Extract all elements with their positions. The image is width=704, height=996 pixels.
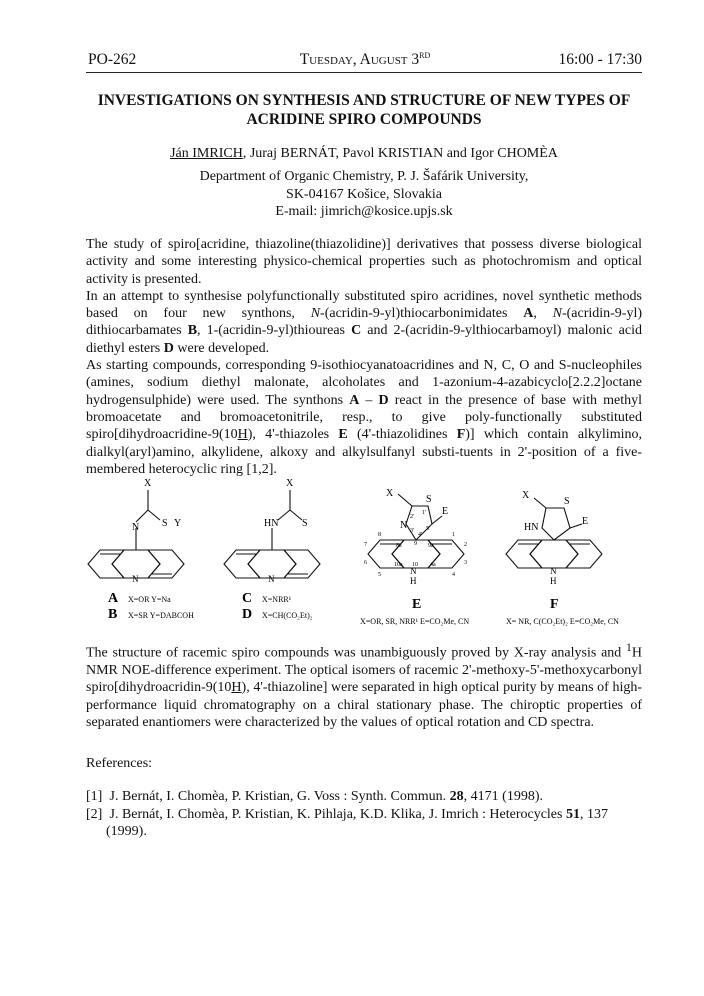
structure-CD bbox=[224, 478, 320, 622]
running-header bbox=[88, 51, 642, 73]
svg-text:3: 3 bbox=[464, 560, 467, 566]
conditions-D: X=CH(CO₂Et)₂ bbox=[262, 611, 313, 620]
poster-code: PO-262 bbox=[88, 51, 137, 68]
reference-item: [2] J. Bernát, I. Chomèa, P. Kristian, K. Pihlaja, K.D. Klika, J. Imrich : Heterocycles 51, 137 (1999). bbox=[86, 806, 608, 839]
label-F: F bbox=[550, 597, 559, 612]
svg-text:1: 1 bbox=[452, 532, 455, 538]
conditions-E: X=OR, SR, NRR¹ E=CO₂Me, CN bbox=[360, 617, 470, 626]
reference-item: [1] J. Bernát, I. Chomèa, P. Kristian, G. Voss : Synth. Commun. 28, 4171 (1998). bbox=[86, 789, 543, 804]
structure-E bbox=[360, 488, 469, 626]
svg-text:7: 7 bbox=[364, 542, 367, 548]
svg-text:4': 4' bbox=[418, 532, 423, 538]
header-rule bbox=[86, 72, 642, 73]
conditions-F: X= NR, C(CO₂Et)₂ E=CO₂Me, CN bbox=[506, 617, 619, 626]
paper-title: INVESTIGATIONS ON SYNTHESIS AND STRUCTURE OF NEW TYPES OF ACRIDINE SPIRO COMPOUNDS bbox=[97, 92, 631, 128]
svg-text:N: N bbox=[410, 566, 417, 576]
conditions-A: X=OR Y=Na bbox=[128, 595, 171, 604]
svg-text:3': 3' bbox=[410, 528, 415, 534]
label-D: D bbox=[242, 607, 253, 622]
svg-text:S: S bbox=[302, 518, 308, 529]
session-day: Tuesday, August 3RD bbox=[299, 51, 431, 69]
email: E-mail: jimrich@kosice.upjs.sk bbox=[275, 204, 453, 219]
svg-text:8a: 8a bbox=[396, 543, 402, 549]
reaction-scheme bbox=[86, 478, 642, 634]
svg-text:8: 8 bbox=[378, 532, 381, 538]
structure-AB bbox=[88, 478, 194, 622]
abstract-body bbox=[86, 236, 642, 478]
svg-text:H: H bbox=[550, 576, 557, 586]
paragraph: In an attempt to synthesise polyfunctionally substituted spiro acridines, novel synthetic methods based on four new synthons, N-(acridin-9-yl)thiocarbonimidates A, N-(acridin-9-yl) dithiocarbamates B, 1-(acridin-9-yl)thioureas C and 2-(acridin-9-ylthiocarbamoyl) malonic acid diethyl esters D were developed. bbox=[86, 288, 643, 356]
svg-text:5': 5' bbox=[426, 526, 431, 532]
paragraph: As starting compounds, corresponding 9-isothiocyanatoacridines and N, C, O and S-nucleophiles (amines, sodium diethyl malonate, alcoholates and 1-azonium-4-azabicyclo[2.2.2]octane hydrogensulphide) were used. The synthons A – D react in the presence of base with methyl bromoacetate and bromoacetonitrile, resp., to give poly-functionally substituted spiro[dihydroacridine-9(10H), 4'-thiazoles E (4'-thiazolidines F)] which contain alkylimino, dialkyl(aryl)amino, alkylidene, alkoxy and alkylsulfanyl substi-tuents in 2'-position of a five-membered heterocyclic ring [1,2]. bbox=[86, 358, 642, 477]
label-E: E bbox=[412, 597, 422, 612]
references-heading: References: bbox=[86, 756, 153, 771]
affiliation-line: SK-04167 Košice, Slovakia bbox=[286, 186, 442, 202]
svg-text:X: X bbox=[144, 478, 152, 489]
svg-text:N: N bbox=[268, 574, 275, 584]
svg-text:E: E bbox=[582, 516, 589, 527]
svg-text:9a: 9a bbox=[428, 543, 434, 549]
svg-text:S: S bbox=[162, 518, 168, 529]
structure-F bbox=[506, 490, 619, 626]
svg-text:2: 2 bbox=[464, 542, 467, 548]
svg-text:X: X bbox=[386, 488, 394, 499]
svg-text:4a: 4a bbox=[430, 562, 436, 568]
svg-text:9: 9 bbox=[414, 541, 417, 547]
svg-text:N: N bbox=[132, 574, 139, 584]
label-C: C bbox=[242, 591, 253, 606]
svg-text:HN: HN bbox=[264, 518, 279, 529]
svg-text:S: S bbox=[564, 496, 570, 507]
svg-text:10: 10 bbox=[412, 562, 418, 568]
svg-text:Y: Y bbox=[174, 518, 182, 529]
conditions-B: X=SR Y=DABCOH bbox=[128, 611, 194, 620]
svg-text:X: X bbox=[522, 490, 530, 501]
svg-text:N: N bbox=[132, 522, 140, 533]
affiliation bbox=[86, 168, 642, 221]
svg-text:N: N bbox=[550, 566, 557, 576]
svg-text:X: X bbox=[286, 478, 294, 489]
svg-text:5: 5 bbox=[378, 572, 381, 578]
session-time: 16:00 - 17:30 bbox=[558, 51, 642, 68]
label-B: B bbox=[108, 607, 118, 622]
presenting-author: Ján IMRICH bbox=[170, 146, 243, 161]
svg-text:4: 4 bbox=[452, 572, 455, 578]
svg-text:HN: HN bbox=[524, 522, 539, 533]
paragraph: The study of spiro[acridine, thiazoline(thiazolidine)] derivatives that possess diverse biological activity and some interesting physico-chemical properties such as photochromism and optical activity is presented. bbox=[86, 237, 642, 287]
svg-text:2': 2' bbox=[410, 514, 415, 520]
svg-text:6: 6 bbox=[364, 560, 367, 566]
svg-text:S: S bbox=[426, 494, 432, 505]
conditions-C: X=NRR¹ bbox=[262, 595, 292, 604]
abstract-body-continued: The structure of racemic spiro compounds was unambiguously proved by X-ray analysis and $^1$H NMR NOE-difference experiment. The optical isomers of racemic 2'-methoxy-5'-methoxycarbonyl spiro[dihydroacridin-9(10H), 4'-thiazoline] were separated in high optical purity by means of high-performance liquid chromatography on a chiral stationary phase. The chiroptic properties of separated enantiomers were characterized by the values of optical rotation and CD spectra. bbox=[86, 641, 642, 730]
authors: Ján IMRICH, Juraj BERNÁT, Pavol KRISTIAN and Igor CHOMÈA bbox=[170, 146, 558, 161]
references-list bbox=[86, 788, 642, 841]
svg-text:H: H bbox=[410, 576, 417, 586]
label-A: A bbox=[108, 591, 119, 606]
svg-text:1': 1' bbox=[422, 510, 427, 516]
svg-text:E: E bbox=[442, 506, 449, 517]
svg-text:10a: 10a bbox=[394, 562, 403, 568]
affiliation-line: Department of Organic Chemistry, P. J. Šafárik University, bbox=[199, 169, 529, 184]
svg-text:N: N bbox=[400, 520, 408, 531]
